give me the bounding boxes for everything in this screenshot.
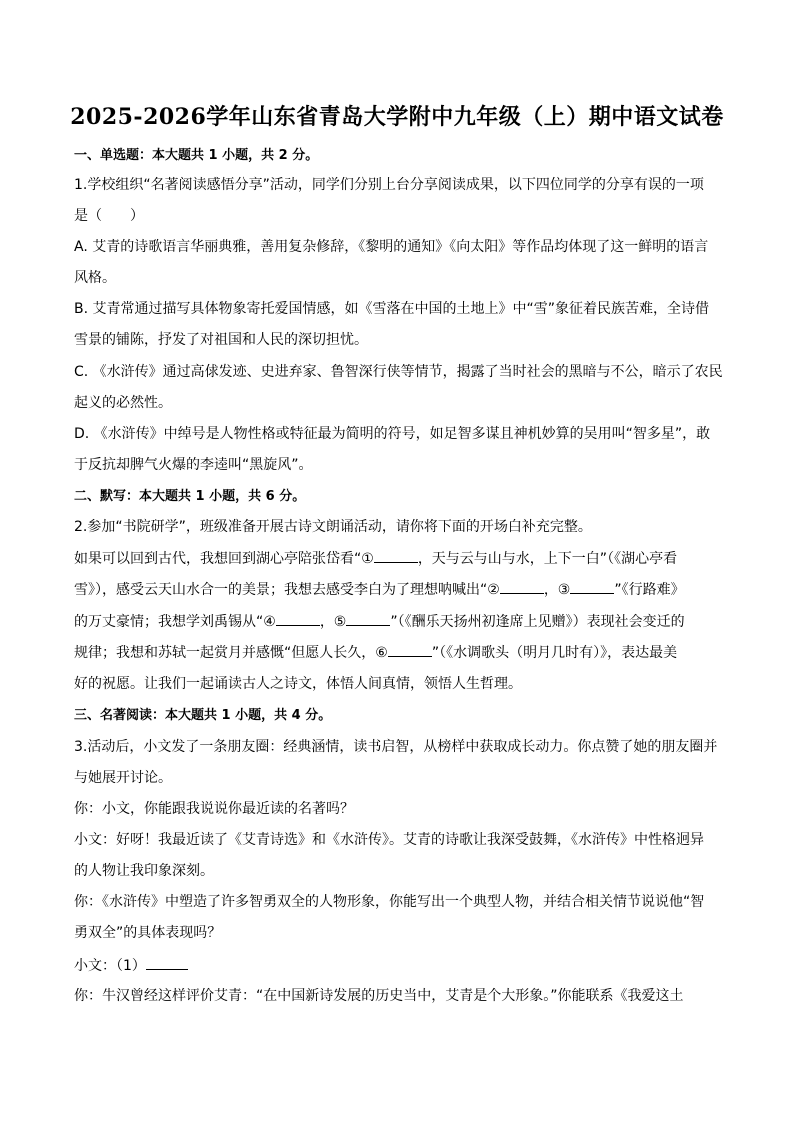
q1-option-a-line2: 风格。 <box>74 270 116 286</box>
section-heading-classics-reading: 三、名著阅读：本大题共 1 小题，共 4 分。 <box>74 708 332 723</box>
q1-option-b-line2: 雪景的铺陈，抒发了对祖国和人民的深切担忧。 <box>74 332 368 348</box>
answer-blank-6[interactable] <box>388 642 432 657</box>
q3-line2: 与她展开讨论。 <box>74 770 172 786</box>
q2-stem: 2.参加“书院研学”，班级准备开展古诗文朗诵活动，请你将下面的开场白补充完整。 <box>74 519 592 535</box>
q3-dialogue-5: 你：牛汉曾经这样评价艾青：“在中国新诗发展的历史当中，艾青是个大形象。”你能联系《我爱这土 <box>74 988 684 1004</box>
q3-dialogue-1: 你：小文，你能跟我说说你最近读的名著吗？ <box>74 801 354 817</box>
q2-line4-text-b: ”（《水调歌头（明月几时有）》，表达最美 <box>431 645 678 661</box>
q2-line1-text-a: 如果可以回到古代，我想回到湖心亭陪张岱看“① <box>74 551 374 567</box>
q3-dialogue-3-line2: 勇双全”的具体表现吗？ <box>74 925 222 941</box>
q2-line2 <box>74 579 685 600</box>
exam-title: 2025-2026学年山东省青岛大学附中九年级（上）期中语文试卷 <box>70 104 724 130</box>
answer-blank-3[interactable] <box>570 579 614 594</box>
q3-dialogue-4-text: 小文：（1） <box>74 958 146 974</box>
q1-option-a-line1: A. 艾青的诗歌语言华丽典雅，善用复杂修辞，《黎明的通知》《向太阳》等作品均体现了这一鲜明的语言 <box>74 239 709 255</box>
answer-blank-1[interactable] <box>374 548 418 563</box>
answer-blank-q3-1[interactable] <box>146 955 188 970</box>
q2-line2-text-c: ”《行路难》 <box>614 582 685 598</box>
q3-dialogue-2-line1: 小文：好呀！我最近读了《艾青诗选》和《水浒传》。艾青的诗歌让我深受鼓舞，《水浒传》中性格迥异 <box>74 832 704 848</box>
q2-line5: 好的祝愿。让我们一起诵读古人之诗文，体悟人间真情，领悟人生哲理。 <box>74 676 522 692</box>
answer-blank-5[interactable] <box>346 611 390 626</box>
q1-option-d-line2: 于反抗却脾气火爆的李逵叫“黑旋风”。 <box>74 457 313 473</box>
answer-blank-2[interactable] <box>500 579 544 594</box>
q1-option-c-line1: C. 《水浒传》通过高俅发迹、史进弃家、鲁智深行侠等情节，揭露了当时社会的黑暗与不公，暗示了农民 <box>74 364 723 380</box>
q2-line2-text-b: ，③ <box>543 582 571 598</box>
answer-blank-4[interactable] <box>276 611 320 626</box>
q3-line1: 3.活动后，小文发了一条朋友圈：经典涵情，读书启智，从榜样中获取成长动力。你点赞了她的朋友圈并 <box>74 739 718 755</box>
section-heading-dictation: 二、默写：本大题共 1 小题，共 6 分。 <box>74 489 306 504</box>
q3-dialogue-3-line1: 你：《水浒传》中塑造了许多智勇双全的人物形象，你能写出一个典型人物，并结合相关情节说说他“智 <box>74 894 705 910</box>
q2-line4-text-a: 规律；我想和苏轼一起赏月并感慨“但愿人长久，⑥ <box>74 645 388 661</box>
q2-line3-text-c: ”（《酬乐天扬州初逢席上见赠》）表现社会变迁的 <box>390 614 685 630</box>
q2-line1 <box>74 548 677 569</box>
q1-option-d-line1: D. 《水浒传》中绰号是人物性格或特征最为简明的符号，如足智多谋且神机妙算的吴用叫“智多星”，敢 <box>74 426 711 442</box>
q1-stem-line1: 1.学校组织“名著阅读感悟分享”活动，同学们分别上台分享阅读成果，以下四位同学的分享有误的一项 <box>74 177 704 193</box>
q3-dialogue-4 <box>74 955 188 976</box>
q2-line2-text-a: 雪》），感受云天山水合一的美景；我想去感受李白为了理想呐喊出“② <box>74 582 500 598</box>
q2-line4 <box>74 642 677 663</box>
q2-line3-text-a: 的万丈豪情；我想学刘禹锡从“④ <box>74 614 276 630</box>
q2-line1-text-b: ，天与云与山与水，上下一白”（《湖心亭看 <box>417 551 678 567</box>
q1-stem-line2: 是（ ） <box>74 208 144 224</box>
q3-dialogue-2-line2: 的人物让我印象深刻。 <box>74 863 214 879</box>
q2-line3 <box>74 611 685 632</box>
section-heading-single-choice: 一、单选题：本大题共 1 小题，共 2 分。 <box>74 148 319 163</box>
q2-line3-text-b: ，⑤ <box>319 614 347 630</box>
q1-option-c-line2: 起义的必然性。 <box>74 395 172 411</box>
q1-option-b-line1: B. 艾青常通过描写具体物象寄托爱国情感，如《雪落在中国的土地上》中“雪”象征着民族苦难，全诗借 <box>74 301 710 317</box>
